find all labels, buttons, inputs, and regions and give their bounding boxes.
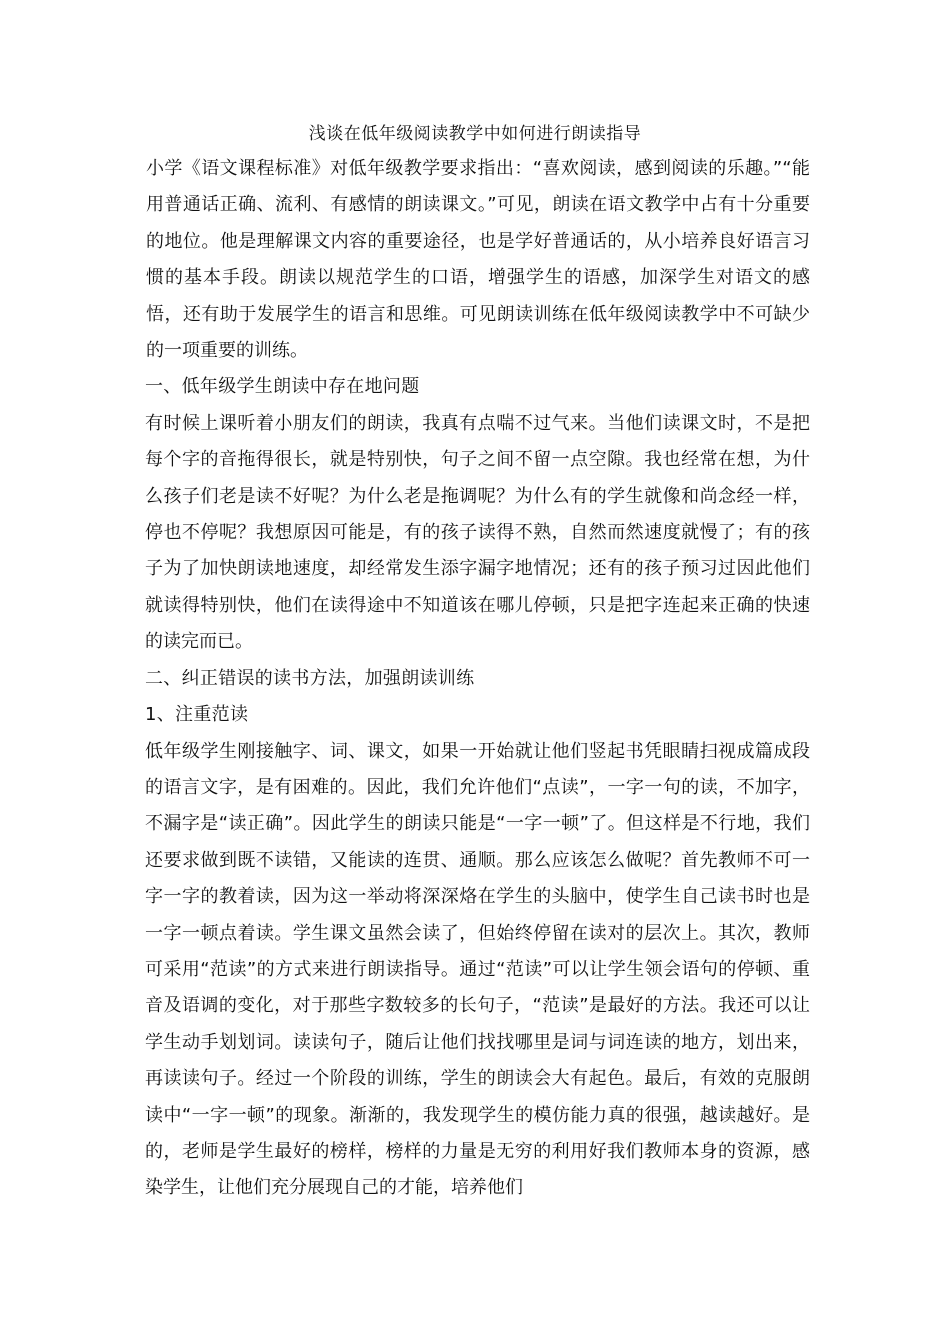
section-heading-2: 二、纠正错误的读书方法，加强朗读训练 bbox=[145, 667, 475, 689]
subsection-2-1-paragraph: 低年级学生刚接触字、词、课文，如果一开始就让他们竖起书凭眼睛扫视成篇成段的语言文字，是有困难的。因此，我们允许他们“点读”，一字一句的读，不加字，不漏字是“读正确”。因此学生的朗读只能是“一字一顿”了。但这样是不行地，我们还要求做到既不读错，又能读的连贯、通顺。那么应该怎么做呢？首先教师不可一字一字的教着读，因为这一举动将深深烙在学生的头脑中，使学生自己读书时也是一字一顿点着读。学生课文虽然会读了，但始终停留在读对的层次上。其次，教师可采用“范读”的方式来进行朗读指导。通过“范读”可以让学生领会语句的停顿、重音及语调的变化，对于那些字数较多的长句子，“范读”是最好的方法。我还可以让学生动手划划词。读读句子，随后让他们找找哪里是词与词连读的地方，划出来，再读读句子。经过一个阶段的训练，学生的朗读会大有起色。最后，有效的克服朗读中“一字一顿”的现象。渐渐的，我发现学生的模仿能力真的很强，越读越好。是的，老师是学生最好的榜样，榜样的力量是无穷的利用好我们教师本身的资源，感染学生，让他们充分展现自己的才能，培养他们 bbox=[145, 740, 810, 1199]
document-title: 浅谈在低年级阅读教学中如何进行朗读指导 bbox=[308, 124, 642, 144]
section-heading-1: 一、低年级学生朗读中存在地问题 bbox=[145, 376, 420, 398]
section-1-paragraph: 有时候上课听着小朋友们的朗读，我真有点喘不过气来。当他们读课文时，不是把每个字的音拖得很长，就是特别快，句子之间不留一点空隙。我也经常在想，为什么孩子们老是读不好呢？为什么老是拖调呢？为什么有的学生就像和尚念经一样，停也不停呢？我想原因可能是，有的孩子读得不熟，自然而然速度就慢了；有的孩子为了加快朗读地速度，却经常发生添字漏字地情况；还有的孩子预习过因此他们就读得特别快，他们在读得途中不知道该在哪儿停顿，只是把字连起来正确的快速的读完而已。 bbox=[145, 412, 810, 653]
subsection-heading-2-1: 1、注重范读 bbox=[145, 704, 249, 726]
document-body bbox=[145, 151, 810, 1207]
intro-paragraph: 小学《语文课程标准》对低年级教学要求指出：“喜欢阅读，感到阅读的乐趣。”“能用普通话正确、流利、有感情的朗读课文。”可见，朗读在语文教学中占有十分重要的地位。他是理解课文内容的重要途径，也是学好普通话的，从小培养良好语言习惯的基本手段。朗读以规范学生的口语，增强学生的语感，加深学生对语文的感悟，还有助于发展学生的语言和思维。可见朗读训练在低年级阅读教学中不可缺少的一项重要的训练。 bbox=[146, 158, 810, 362]
